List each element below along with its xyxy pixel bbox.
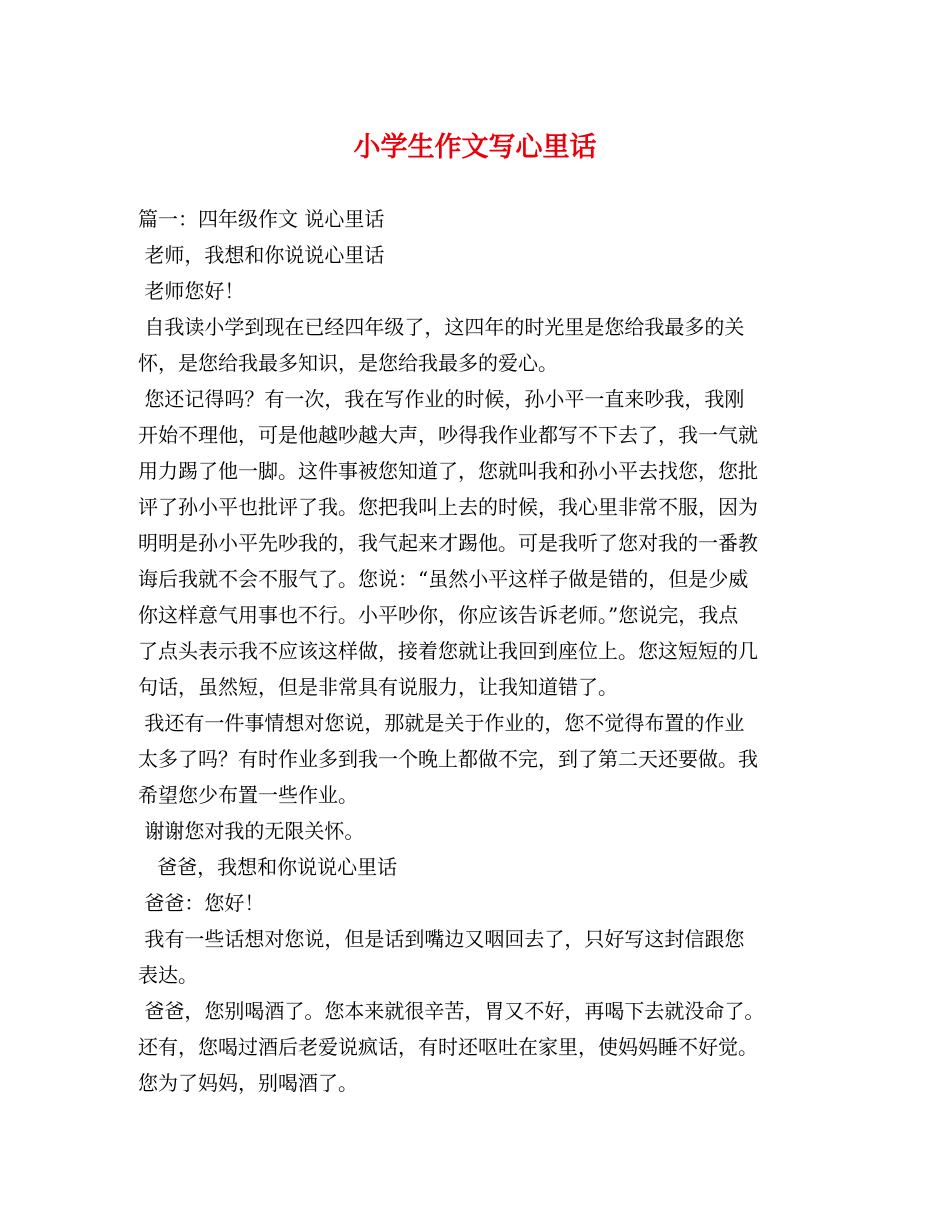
text-line: 评了孙小平也批评了我。您把我叫上去的时候，我心里非常不服，因为 <box>138 495 758 519</box>
text-line: 我还有一件事情想对您说，那就是关于作业的，您不觉得布置的作业 <box>138 711 745 735</box>
text-line: 自我读小学到现在已经四年级了，这四年的时光里是您给我最多的关 <box>138 315 745 339</box>
text-line: 表达。 <box>138 963 198 987</box>
text-line: 你这样意气用事也不行。小平吵你，你应该告诉老师。”您说完，我点 <box>138 603 739 627</box>
text-line: 诲后我就不会不服气了。您说：“虽然小平这样子做是错的，但是少威 <box>138 567 749 591</box>
document-body <box>138 201 828 1101</box>
text-line: 您还记得吗？有一次，我在写作业的时候，孙小平一直来吵我，我刚 <box>138 387 745 411</box>
text-line: 用力踢了他一脚。这件事被您知道了，您就叫我和孙小平去找您，您批 <box>138 459 758 483</box>
text-line: 老师，我想和你说说心里话 <box>138 243 385 267</box>
text-line: 您为了妈妈，别喝酒了。 <box>138 1071 358 1095</box>
text-line: 太多了吗？有时作业多到我一个晚上都做不完，到了第二天还要做。我 <box>138 747 758 771</box>
text-line: 爸爸：您好！ <box>138 891 265 915</box>
text-line: 怀，是您给我最多知识，是您给我最多的爱心。 <box>138 351 558 375</box>
text-line: 还有，您喝过酒后老爱说疯话，有时还呕吐在家里，使妈妈睡不好觉。 <box>138 1035 758 1059</box>
text-line: 句话，虽然短，但是非常具有说服力，让我知道错了。 <box>138 675 618 699</box>
text-line: 希望您少布置一些作业。 <box>138 783 358 807</box>
text-line: 谢谢您对我的无限关怀。 <box>138 819 365 843</box>
text-line: 爸爸，您别喝酒了。您本来就很辛苦，胃又不好，再喝下去就没命了。 <box>138 999 765 1023</box>
text-line: 了点头表示我不应该这样做，接着您就让我回到座位上。您这短短的几 <box>138 639 758 663</box>
text-line: 篇一：四年级作文 说心里话 <box>138 207 385 231</box>
text-line: 开始不理他，可是他越吵越大声，吵得我作业都写不下去了，我一气就 <box>138 423 758 447</box>
document-title: 小学生作文写心里话 <box>353 132 597 163</box>
text-line: 我有一些话想对您说，但是话到嘴边又咽回去了，只好写这封信跟您 <box>138 927 745 951</box>
text-line: 爸爸，我想和你说说心里话 <box>138 855 398 879</box>
text-line: 老师您好！ <box>138 279 245 303</box>
text-line: 明明是孙小平先吵我的，我气起来才踢他。可是我听了您对我的一番教 <box>138 531 758 555</box>
